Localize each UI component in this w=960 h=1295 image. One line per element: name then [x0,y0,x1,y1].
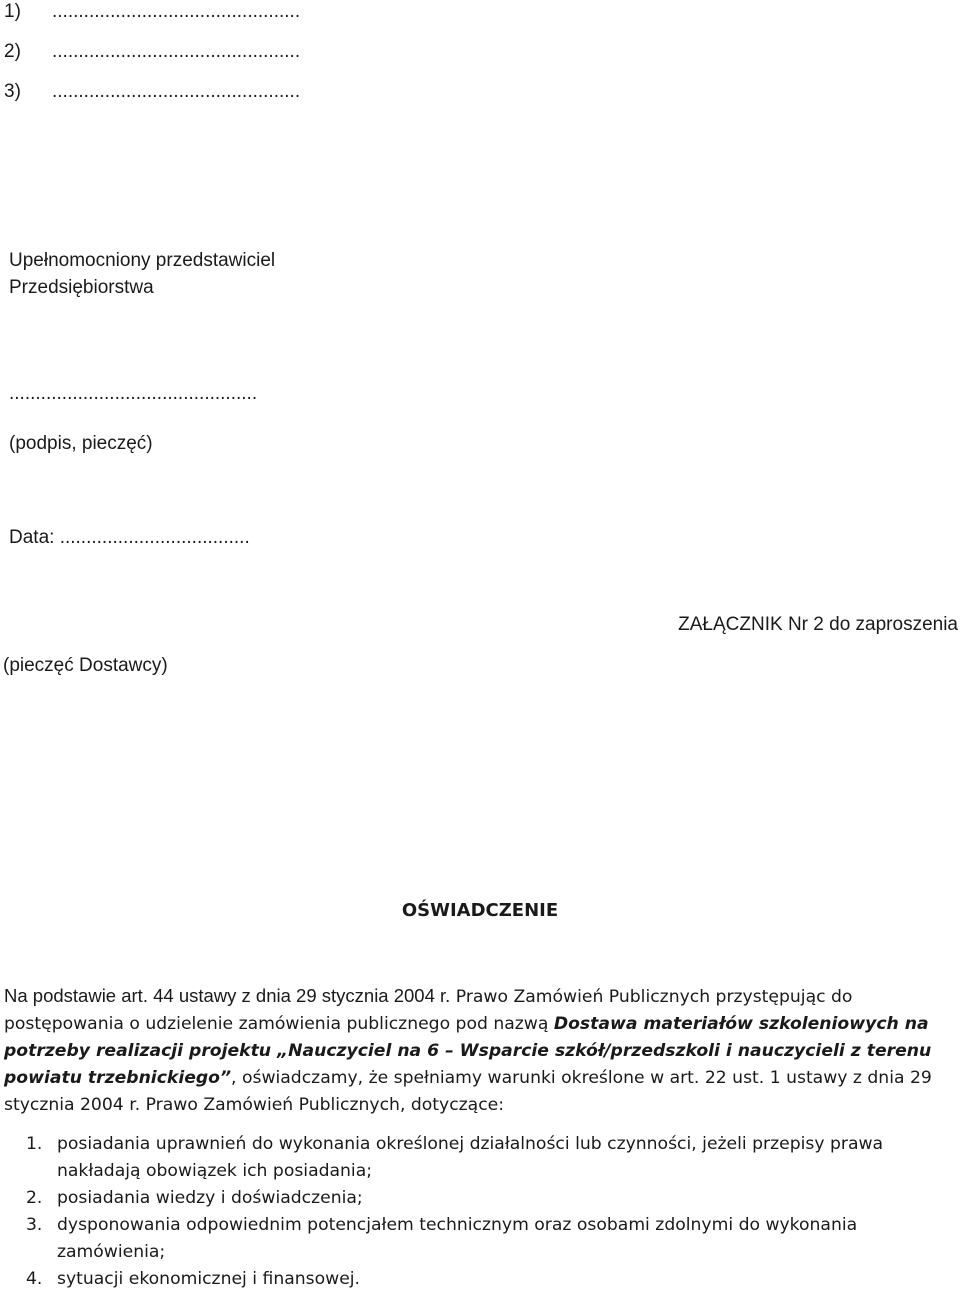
top-list-dots: ............................................... [52,41,301,62]
statement-lead: Na podstawie art. 44 ustawy z dnia 29 stycznia 2004 r. [4,985,451,1006]
page-title: OŚWIADCZENIE [401,900,559,921]
conditions-list [4,1131,960,1293]
representative-line2: Przedsiębiorstwa [9,277,154,298]
list-item [4,1185,960,1212]
list-item [4,1266,960,1293]
attachment-label: ZAŁĄCZNIK Nr 2 do zaproszenia [678,614,958,635]
statement-text-continued: , oświadczamy, że spełniamy warunki określone w art. 22 ust. 1 ustawy z dnia 29 stycznia 2004 r. Prawo Zamówień Publicznych, dotyczące: [4,1068,932,1115]
list-item [4,1131,960,1185]
signature-label: (podpis, pieczęć) [9,433,153,454]
representative-line1: Upełnomocniony przedstawiciel [9,250,276,271]
list-item-text: sytuacji ekonomicznej i finansowej. [57,1269,361,1289]
list-item-text: dysponowania odpowiednim potencjałem technicznym oraz osobami zdolnymi do wykonania zamówienia; [57,1215,858,1262]
list-item-number: 3. [26,1215,43,1235]
top-list-dots: ............................................... [52,81,301,102]
supplier-stamp-label: (pieczęć Dostawcy) [3,655,168,676]
top-list-number: 1) [4,1,21,22]
date-label: Data: .................................... [9,527,250,548]
statement-paragraph [4,982,960,1119]
list-item-number: 4. [26,1269,43,1289]
list-item-number: 1. [26,1134,43,1154]
signature-dots: ............................................... [9,383,258,404]
list-item-text: posiadania wiedzy i doświadczenia; [57,1188,363,1208]
list-item-text: posiadania uprawnień do wykonania określonej działalności lub czynności, jeżeli przepisy prawa nakładają obowiązek ich posiadania; [57,1134,884,1181]
statement-text: Prawo Zamówień Publicznych przystępując do postępowania o udzielenie zamówienia publicznego pod nazwą [4,987,853,1034]
project-title: Dostawa materiałów szkoleniowych na potrzeby realizacji projektu „Nauczyciel na 6 – Wsparcie szkół/przedszkoli i nauczycieli z terenu powiatu trzebnickiego” [4,1014,932,1088]
top-list-dots: ............................................... [52,1,301,22]
top-list-number: 2) [4,41,21,62]
list-item-number: 2. [26,1188,43,1208]
list-item [4,1212,960,1266]
top-list-number: 3) [4,81,21,102]
